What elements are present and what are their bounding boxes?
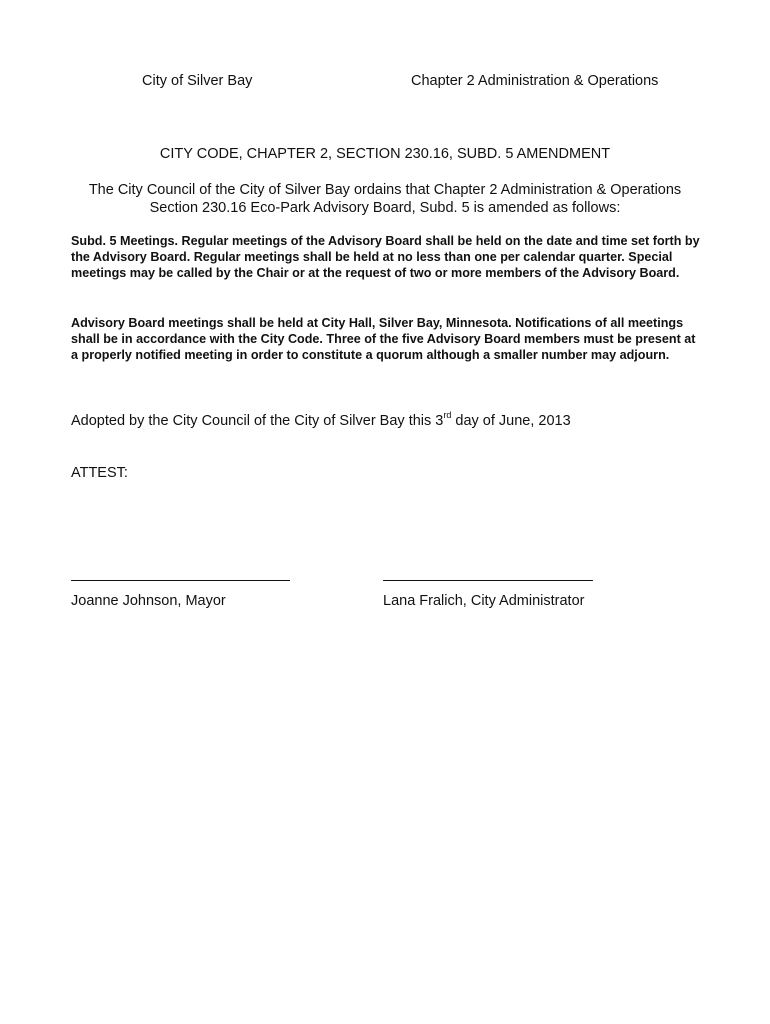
signatory-mayor: Joanne Johnson, Mayor: [71, 593, 226, 609]
adoption-statement: [71, 410, 571, 429]
header-chapter-title: Chapter 2 Administration & Operations: [411, 73, 659, 89]
intro-statement: [60, 181, 710, 217]
adoption-prefix: Adopted by the City Council of the City of Silver Bay this 3: [71, 413, 444, 429]
adoption-suffix: day of June, 2013: [451, 413, 571, 429]
document-title: CITY CODE, CHAPTER 2, SECTION 230.16, SUBD. 5 AMENDMENT: [159, 146, 611, 162]
signature-line-mayor: [71, 580, 290, 581]
intro-line-2: Section 230.16 Eco-Park Advisory Board, Subd. 5 is amended as follows:: [149, 200, 621, 216]
signature-line-administrator: [383, 580, 593, 581]
adoption-ordinal-suffix: rd: [443, 410, 452, 420]
amendment-paragraph-location-quorum: Advisory Board meetings shall be held at City Hall, Silver Bay, Minnesota. Notifications of all meetings shall be in accordance with the City Code. Three of the five Advisory Board members must be present at a properly notified meeting in order to constitute a quorum although a smaller number may adjourn.: [71, 316, 696, 363]
header-city-name: City of Silver Bay: [142, 73, 253, 89]
signatory-administrator: Lana Fralich, City Administrator: [383, 593, 585, 609]
amendment-paragraph-meetings: Subd. 5 Meetings. Regular meetings of the Advisory Board shall be held on the date and time set forth by the Advisory Board. Regular meetings shall be held at no less than one per calendar quarter. Special meetings may be called by the Chair or at the request of two or more members of the Advisory Board.: [71, 234, 700, 281]
attest-label: ATTEST:: [71, 465, 128, 481]
intro-line-1: The City Council of the City of Silver Bay ordains that Chapter 2 Administration & Operations: [88, 182, 682, 198]
